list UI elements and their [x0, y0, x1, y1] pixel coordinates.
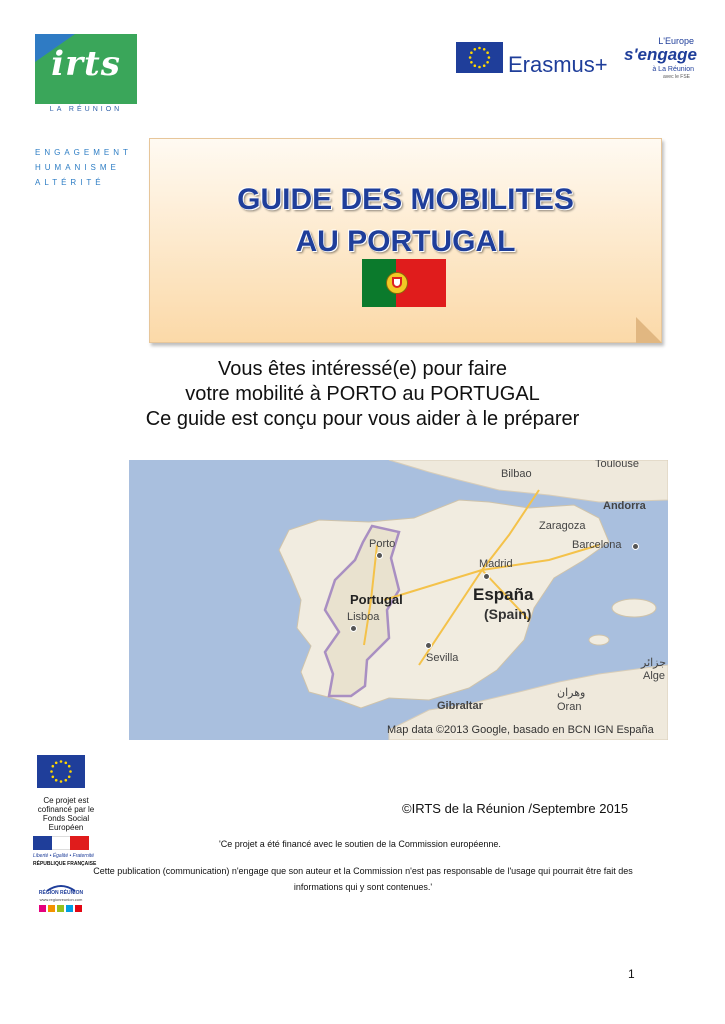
map-label-zaragoza: Zaragoza	[539, 520, 586, 532]
map-label-espana: España	[473, 585, 534, 604]
map-label-barcelona: Barcelona	[572, 539, 622, 551]
eu-flag-icon	[37, 755, 85, 788]
erasmus-logo-text: Erasmus+	[508, 52, 608, 77]
fse-cofinance-text: Ce projet est cofinancé par le Fonds Social Européen	[37, 796, 95, 832]
map-label-porto: Porto	[369, 538, 396, 550]
value-engagement: ENGAGEMENT	[35, 148, 132, 157]
irts-logo-word: irts	[51, 44, 121, 84]
copyright-line: ©IRTS de la Réunion /Septembre 2015	[402, 801, 629, 816]
map-label-madrid: Madrid	[479, 558, 513, 570]
title-card	[149, 138, 662, 343]
eu-flag-icon	[456, 42, 503, 73]
intro-line-1: Vous êtes intéressé(e) pour faire	[217, 358, 508, 380]
intro-line-3: Ce guide est conçu pour vous aider à le préparer	[145, 408, 580, 430]
title-line-2: AU PORTUGAL	[295, 225, 516, 258]
europe-logo-line4: avec le FSE	[663, 74, 690, 80]
value-humanisme: HUMANISME	[35, 163, 120, 172]
marianne-name: RÉPUBLIQUE FRANÇAISE	[33, 861, 97, 867]
europe-logo-line2: s'engage	[624, 45, 698, 64]
map-label-portugal: Portugal	[350, 592, 403, 607]
page-number: 1	[628, 967, 635, 981]
republique-francaise-logo	[33, 836, 97, 872]
page-curl-icon	[636, 317, 662, 343]
map-label-andorra: Andorra	[603, 500, 646, 512]
region-name: RÉGION RÉUNION	[38, 890, 84, 896]
map-label-algiers-ar: جزائر	[641, 657, 667, 669]
region-url: www.regionreunion.com	[39, 897, 83, 902]
title-line-1: GUIDE DES MOBILITES	[237, 183, 574, 216]
irts-logo	[35, 34, 137, 104]
disclaimer-line-2: informations qui y sont contenues.'	[293, 882, 433, 892]
map-label-spain: (Spain)	[484, 606, 532, 622]
map-label-lisboa: Lisboa	[347, 611, 380, 623]
map-label-sevilla: Sevilla	[426, 652, 459, 664]
portugal-flag-icon	[362, 259, 446, 307]
map-label-gibraltar: Gibraltar	[437, 700, 483, 712]
irts-values	[35, 145, 132, 190]
irts-logo-subtitle: LA RÉUNION	[49, 106, 123, 113]
funding-note: 'Ce projet a été financé avec le soutien de la Commission européenne.	[219, 839, 501, 849]
europe-logo-line1: L'Europe	[658, 36, 694, 46]
iberia-map	[129, 460, 668, 740]
europe-engage-logo	[624, 36, 698, 80]
map-label-bilbao: Bilbao	[501, 468, 532, 480]
map-credit: Map data ©2013 Google, basado en BCN IGN España	[387, 724, 654, 736]
europe-logo-line3: à La Réunion	[652, 66, 694, 73]
map-label-oran: Oran	[557, 701, 582, 713]
intro-line-2: votre mobilité à PORTO au PORTUGAL	[185, 383, 540, 405]
intro-text	[100, 357, 625, 432]
map-label-oran-ar: وهران	[557, 687, 586, 699]
french-flag-icon	[33, 836, 89, 850]
region-reunion-logo	[37, 880, 85, 920]
marianne-motto: Liberté • Égalité • Fraternité	[33, 853, 95, 859]
map-label-toulouse: Toulouse	[595, 460, 640, 470]
value-alterite: ALTÉRITÉ	[35, 178, 105, 187]
disclaimer-line-1: Cette publication (communication) n'engage que son auteur et la Commission n'est pas responsable de l'usage qui pourrait être fait des	[93, 866, 633, 876]
map-label-alger: Alge	[643, 670, 666, 682]
